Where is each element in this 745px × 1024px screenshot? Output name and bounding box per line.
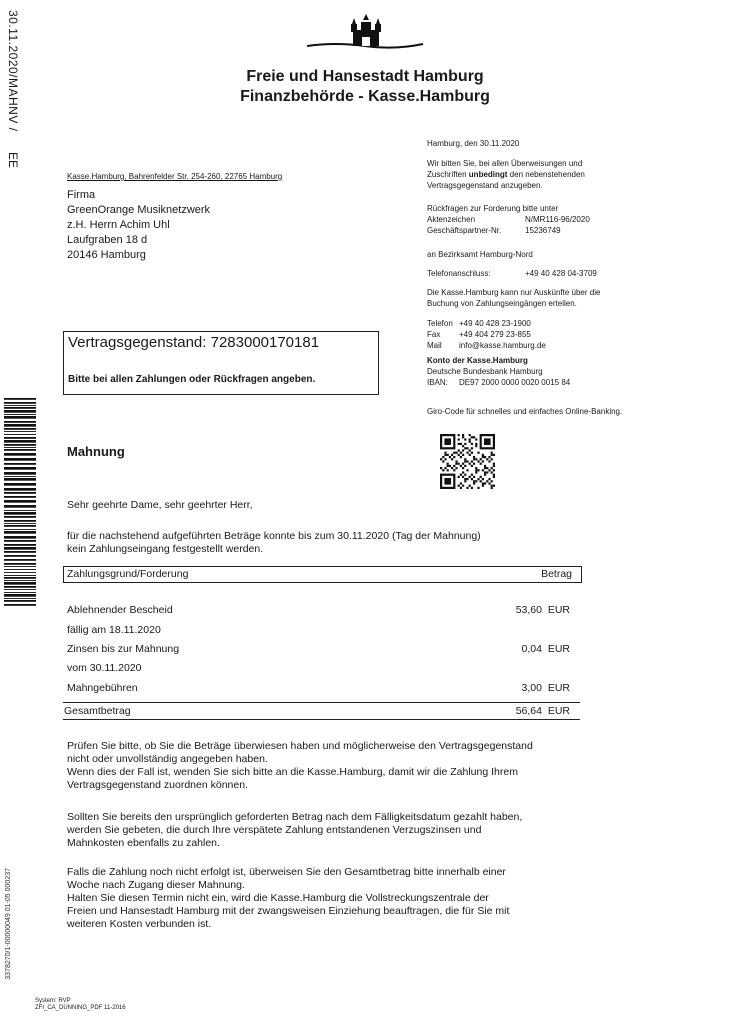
hamburg-coat-of-arms-icon bbox=[305, 12, 425, 52]
table-row: Mahngebühren 3,00 EUR bbox=[67, 682, 570, 694]
paragraph-check-payment: Prüfen Sie bitte, ob Sie die Beträge überwiesen haben und möglicherweise den Vertragsgegenstand nicht oder unvollständig angegeben haben. Wenn dies der Fall ist, wenden Sie sich bitte an die Kasse.Hamburg, damit wir die Zahlung Ihrem Vertragsgegenstand zuordnen können. bbox=[67, 740, 533, 791]
kasse-info: Die Kasse.Hamburg kann nur Auskünfte über die Buchung von Zahlungseingängen erteilen. bbox=[427, 288, 601, 308]
bank-account: Konto der Kasse.Hamburg Deutsche Bundesbank Hamburg IBAN: DE97 2000 0000 0020 0015 84 bbox=[427, 356, 571, 387]
qr-code bbox=[440, 434, 495, 489]
total-underline bbox=[63, 719, 580, 720]
sender-address: Kasse.Hamburg, Bahrenfelder Str. 254-260, 22765 Hamburg bbox=[67, 172, 283, 181]
paragraph-enforcement: Falls die Zahlung noch nicht erfolgt ist, überweisen Sie den Gesamtbetrag bitte innerhalb einer Woche nach Zugang dieser Mahnung. Halten Sie diesen Termin nicht ein, wird die Kasse.Hamburg die Vollstreckungszentrale der Freien und Hansestadt Hamburg mit der zwangsweisen Einziehung beauftragen, die für Sie mit weiteren Kosten verbunden ist. bbox=[67, 866, 510, 930]
side-reference: 30.11.2020/MAHNV / bbox=[6, 10, 20, 132]
table-row: fällig am 18.11.2020 bbox=[67, 624, 161, 636]
barcode bbox=[4, 398, 36, 608]
reference-note: Wir bitten Sie, bei allen Überweisungen und Zuschriften unbedingt den nebenstehenden Vertragsgegenstand anzugeben. bbox=[427, 159, 585, 190]
document-title: Mahnung bbox=[67, 444, 125, 459]
table-row: Ablehnender Bescheid 53,60 EUR bbox=[67, 604, 570, 616]
query-info: Rückfragen zur Forderung bitte unter Aktenzeichen N/MR116-96/2020 Geschäftspartner-Nr. 15236749 bbox=[427, 204, 590, 235]
office-phone: Telefonanschluss: +49 40 428 04-3709 bbox=[427, 269, 597, 278]
side-bottom-reference: 3378270/1-00000049 01-05 000237 bbox=[5, 868, 12, 980]
office-name: an Bezirksamt Hamburg-Nord bbox=[427, 250, 533, 259]
contract-hint: Bitte bei allen Zahlungen oder Rückfragen angeben. bbox=[68, 374, 316, 385]
greeting: Sehr geehrte Dame, sehr geehrter Herr, bbox=[67, 499, 253, 511]
paragraph-late-interest: Sollten Sie bereits den ursprünglich geforderten Betrag nach dem Fälligkeitsdatum gezahlt haben, werden Sie gebeten, die durch Ihre verspätete Zahlung entstandenen Verzugszinsen und Mahnkosten ebenfalls zu zahlen. bbox=[67, 811, 523, 849]
header-subtitle: Finanzbehörde - Kasse.Hamburg bbox=[240, 88, 490, 105]
total-row: Gesamtbetrag 56,64 EUR bbox=[64, 705, 570, 717]
total-divider bbox=[63, 702, 580, 703]
kasse-contact: Telefon +49 40 428 23-1900 Fax +49 404 279 23-855 Mail info@kasse.hamburg.de bbox=[427, 319, 546, 350]
contract-reference: Vertragsgegenstand: 7283000170181 bbox=[68, 334, 320, 351]
contract-reference-box bbox=[63, 331, 379, 395]
giro-code-note: Giro-Code für schnelles und einfaches Online-Banking. bbox=[427, 407, 623, 416]
system-footer: System: RVP ZFI_CA_DUNNING_PDF 11-2016 bbox=[35, 998, 126, 1011]
recipient-address: Firma GreenOrange Musiknetzwerk z.H. Herrn Achim Uhl Laufgraben 18 d 20146 Hamburg bbox=[67, 189, 211, 261]
table-row: Zinsen bis zur Mahnung 0,04 EUR bbox=[67, 643, 570, 655]
side-code: EE bbox=[6, 152, 20, 169]
table-row: vom 30.11.2020 bbox=[67, 662, 142, 674]
table-header: Zahlungsgrund/Forderung Betrag bbox=[63, 566, 582, 583]
letter-date: Hamburg, den 30.11.2020 bbox=[427, 139, 520, 148]
header-title: Freie und Hansestadt Hamburg bbox=[246, 68, 484, 85]
intro-text: für die nachstehend aufgeführten Beträge konnte bis zum 30.11.2020 (Tag der Mahnung) kein Zahlungseingang festgestellt werden. bbox=[67, 530, 481, 555]
